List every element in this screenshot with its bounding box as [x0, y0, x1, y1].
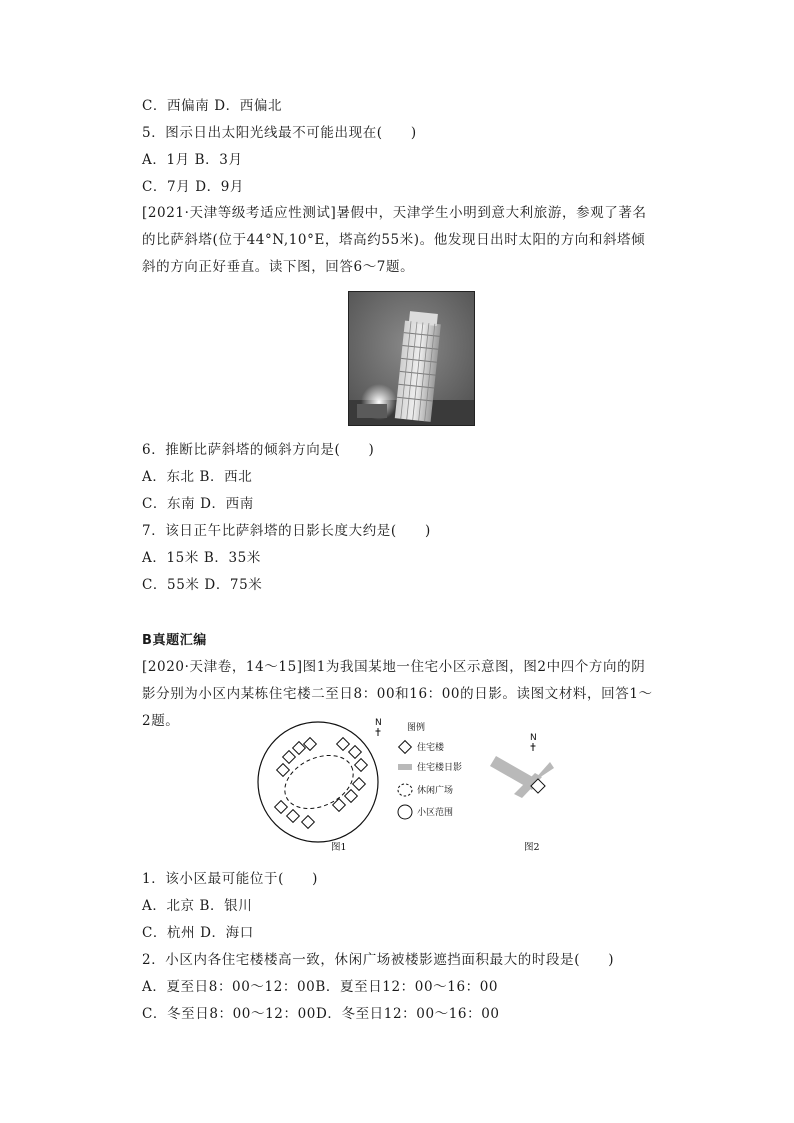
q2-stem: 2．小区内各住宅楼楼高一致，休闲广场被楼影遮挡面积最大的时段是( )	[142, 952, 615, 968]
q1-stem: 1．该小区最可能位于( )	[142, 871, 319, 887]
q6-options-cd: C．东南 D．西南	[142, 496, 254, 512]
q6-stem: 6．推断比萨斜塔的倾斜方向是( )	[142, 442, 375, 458]
legend-shadow-icon	[398, 764, 412, 770]
section-b-heading: B真题汇编	[142, 633, 207, 648]
figure-1-residential-map	[255, 712, 480, 854]
legend-plaza-label: 休闲广场	[417, 786, 454, 796]
figure-2-caption: 图2	[524, 842, 540, 853]
q4-options-cd: C．西偏南 D．西偏北	[142, 98, 283, 114]
q2-options-ab: A．夏至日8：00～12：00B．夏至日12：00～16：00	[142, 979, 499, 995]
q7-stem: 7．该日正午比萨斜塔的日影长度大约是( )	[142, 523, 431, 539]
q1-options-cd: C．杭州 D．海口	[142, 925, 254, 941]
intro-questions-6-7: [2021·天津等级考适应性测试]暑假中，天津学生小明到意大利旅游，参观了著名的比萨斜塔(位于44°N,10°E，塔高约55米)。他发现日出时太阳的方向和斜塔倾斜的方向正好垂直。读下图，回答6～7题。	[142, 205, 647, 275]
building-markers	[275, 738, 368, 829]
legend-shadow-label: 住宅楼日影	[417, 763, 463, 773]
leaning-tower-photo	[348, 291, 475, 426]
north-label-1: N	[375, 718, 382, 728]
legend-boundary-icon	[398, 805, 412, 819]
figure-1-caption: 图1	[331, 842, 347, 853]
legend-building-label: 住宅楼	[417, 743, 445, 753]
intro-questions-1-2: [2020·天津卷，14～15]图1为我国某地一住宅小区示意图，图2中四个方向的阴影分别为小区内某栋住宅楼二至日8：00和16：00的日影。读图文材料，回答1～2题。	[142, 659, 653, 729]
q1-options-ab: A．北京 B．银川	[142, 898, 253, 914]
q5-options-ab: A．1月 B．3月	[142, 152, 243, 168]
legend-building-icon	[399, 741, 412, 754]
q7-options-ab: A．15米 B．35米	[142, 550, 261, 566]
building-shadows	[490, 756, 554, 798]
q2-options-cd: C．冬至日8：00～12：00D．冬至日12：00～16：00	[142, 1006, 500, 1022]
north-label-2: N	[530, 733, 537, 743]
legend-plaza-icon	[398, 784, 412, 796]
figure-2-shadow-diagram	[482, 730, 562, 854]
q5-stem: 5．图示日出太阳光线最不可能出现在( )	[142, 125, 417, 141]
legend-title: 图例	[407, 723, 426, 733]
legend-boundary-label: 小区范围	[417, 808, 454, 818]
q7-options-cd: C．55米 D．75米	[142, 577, 263, 593]
q5-options-cd: C．7月 D．9月	[142, 179, 245, 195]
q6-options-ab: A．东北 B．西北	[142, 469, 253, 485]
